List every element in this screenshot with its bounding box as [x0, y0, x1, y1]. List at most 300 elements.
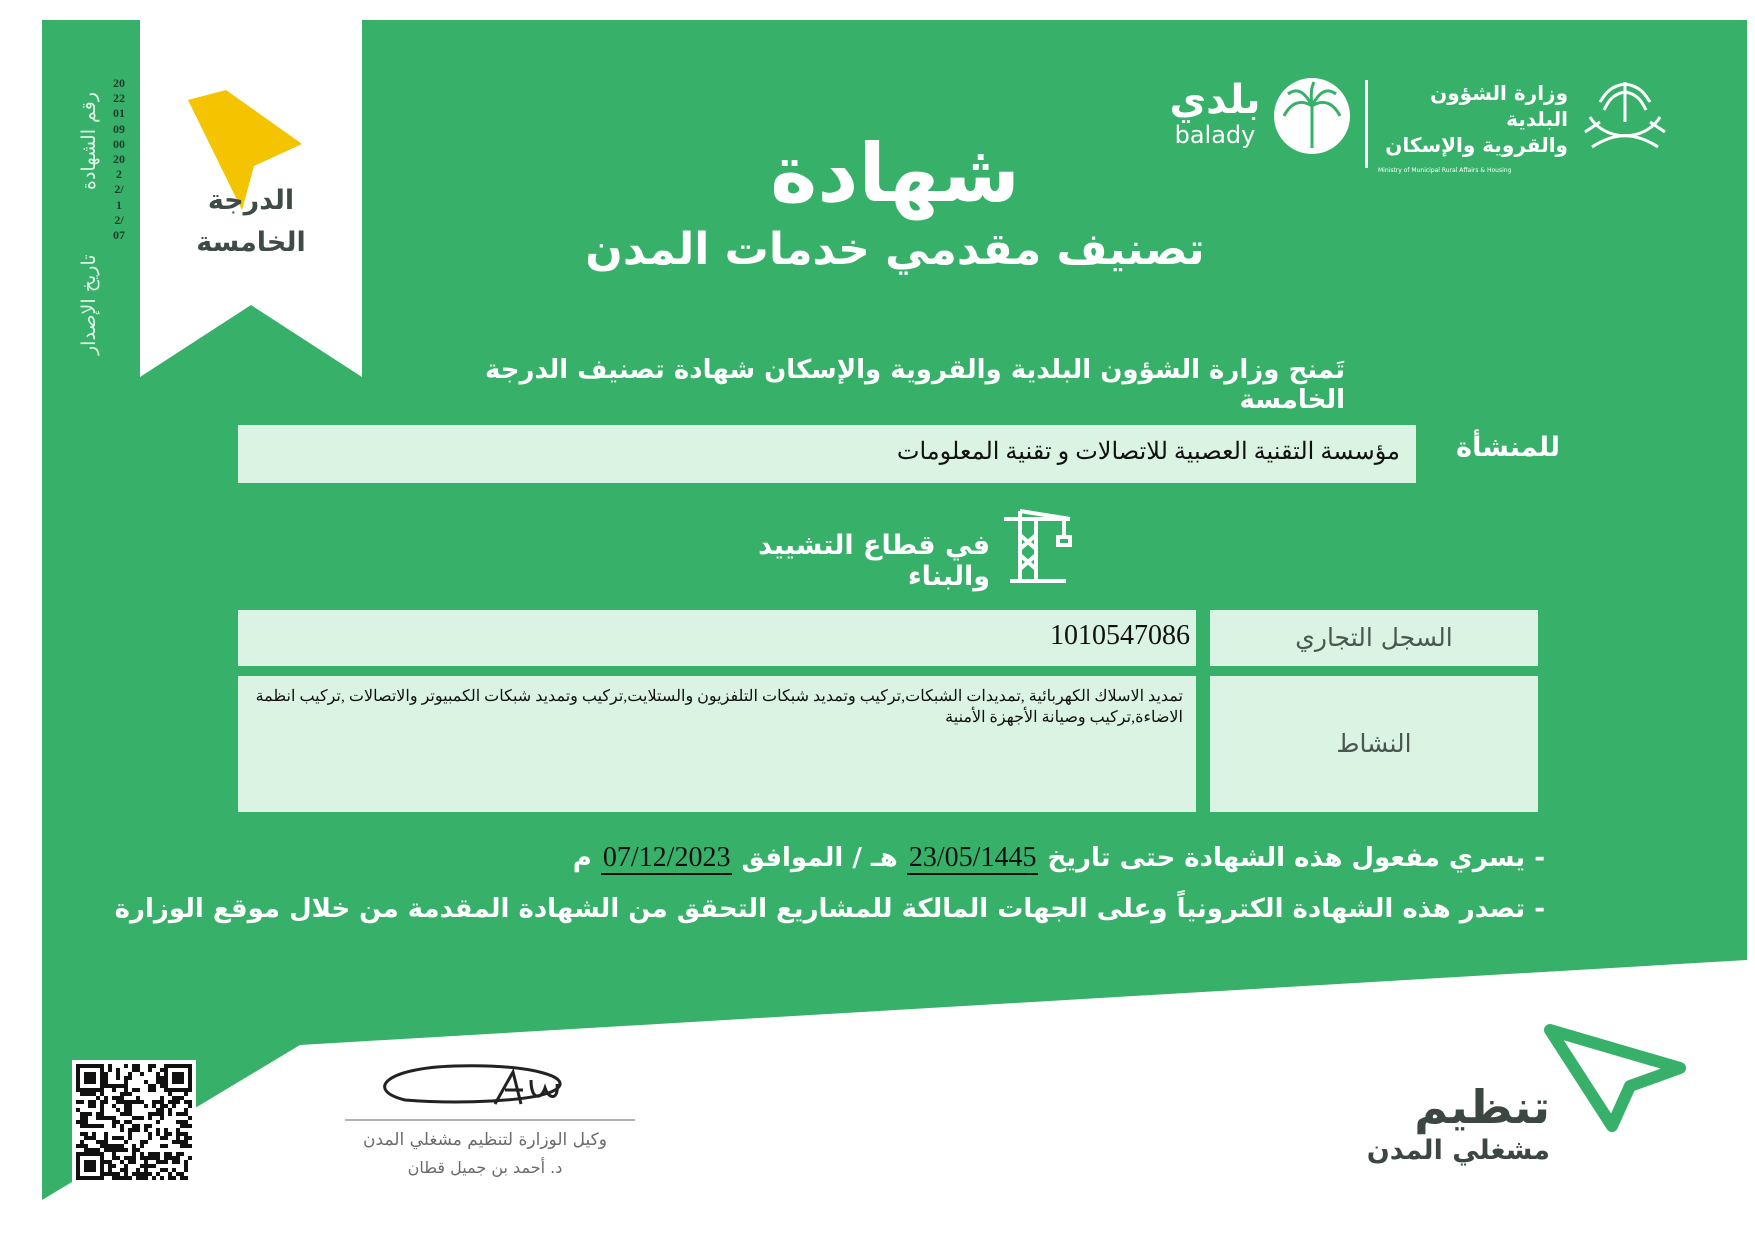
qr-module: [88, 1160, 92, 1164]
qr-module: [156, 1076, 160, 1080]
qr-module: [92, 1092, 96, 1096]
qr-module: [148, 1156, 152, 1160]
qr-module: [120, 1096, 124, 1100]
qr-module: [180, 1096, 184, 1100]
qr-module: [112, 1164, 116, 1168]
qr-module: [172, 1176, 176, 1180]
qr-module: [88, 1136, 92, 1140]
qr-module: [140, 1116, 144, 1120]
qr-module: [112, 1088, 116, 1092]
qr-module: [124, 1064, 128, 1068]
qr-module: [172, 1168, 176, 1172]
qr-module: [96, 1152, 100, 1156]
signature-title: وكيل الوزارة لتنظيم مشغلي المدن: [363, 1130, 607, 1150]
qr-module: [80, 1116, 84, 1120]
qr-module: [180, 1132, 184, 1136]
qr-module: [124, 1088, 128, 1092]
qr-module: [84, 1076, 88, 1080]
qr-module: [156, 1132, 160, 1136]
qr-module: [92, 1104, 96, 1108]
qr-module: [104, 1172, 108, 1176]
qr-module: [92, 1176, 96, 1180]
qr-module: [176, 1136, 180, 1140]
qr-module: [124, 1104, 128, 1108]
qr-module: [104, 1076, 108, 1080]
qr-module: [88, 1152, 92, 1156]
qr-module: [176, 1172, 180, 1176]
qr-module: [160, 1116, 164, 1120]
qr-module: [160, 1080, 164, 1084]
qr-module: [112, 1152, 116, 1156]
emblem-icon: [1570, 72, 1680, 162]
qr-module: [144, 1140, 148, 1144]
qr-module: [160, 1176, 164, 1180]
qr-module: [88, 1092, 92, 1096]
qr-module: [128, 1112, 132, 1116]
qr-module: [144, 1128, 148, 1132]
qr-module: [152, 1152, 156, 1156]
qr-module: [88, 1124, 92, 1128]
qr-module: [104, 1116, 108, 1120]
ministry-line1: وزارة الشؤون البلدية: [1430, 81, 1568, 131]
qr-module: [144, 1164, 148, 1168]
qr-module: [136, 1176, 140, 1180]
qr-module: [128, 1136, 132, 1140]
gregorian-suffix: م: [572, 843, 592, 873]
qr-module: [172, 1076, 176, 1080]
qr-module: [84, 1124, 88, 1128]
qr-module: [84, 1120, 88, 1124]
qr-module: [76, 1168, 80, 1172]
qr-module: [152, 1088, 156, 1092]
qr-module: [132, 1172, 136, 1176]
qr-module: [92, 1088, 96, 1092]
qr-module: [100, 1124, 104, 1128]
qr-module: [96, 1124, 100, 1128]
qr-module: [76, 1156, 80, 1160]
qr-module: [176, 1152, 180, 1156]
qr-module: [184, 1160, 188, 1164]
qr-module: [156, 1120, 160, 1124]
qr-module: [184, 1136, 188, 1140]
qr-module: [184, 1164, 188, 1168]
qr-module: [132, 1124, 136, 1128]
establishment-label: للمنشأة: [1456, 432, 1560, 463]
qr-module: [108, 1148, 112, 1152]
qr-module: [144, 1168, 148, 1172]
qr-module: [160, 1068, 164, 1072]
qr-module: [108, 1144, 112, 1148]
qr-module: [172, 1064, 176, 1068]
qr-module: [88, 1100, 92, 1104]
qr-module: [180, 1140, 184, 1144]
qr-module: [156, 1160, 160, 1164]
qr-module: [112, 1104, 116, 1108]
qr-module: [176, 1120, 180, 1124]
qr-module: [100, 1064, 104, 1068]
qr-module: [104, 1136, 108, 1140]
qr-module: [124, 1092, 128, 1096]
qr-module: [124, 1076, 128, 1080]
qr-module: [92, 1160, 96, 1164]
qr-module: [120, 1084, 124, 1088]
qr-module: [176, 1112, 180, 1116]
qr-module: [124, 1100, 128, 1104]
qr-module: [152, 1164, 156, 1168]
qr-module: [188, 1156, 192, 1160]
qr-module: [76, 1084, 80, 1088]
qr-module: [144, 1080, 148, 1084]
qr-module: [184, 1140, 188, 1144]
qr-module: [92, 1100, 96, 1104]
qr-module: [172, 1104, 176, 1108]
qr-module: [128, 1132, 132, 1136]
qr-module: [116, 1136, 120, 1140]
qr-module: [128, 1108, 132, 1112]
qr-module: [188, 1072, 192, 1076]
qr-module: [188, 1076, 192, 1080]
qr-module: [112, 1172, 116, 1176]
grade-line1: الدرجة: [207, 185, 295, 216]
qr-module: [104, 1140, 108, 1144]
qr-module: [168, 1152, 172, 1156]
qr-module: [120, 1176, 124, 1180]
grade-line2: الخامسة: [196, 227, 306, 258]
activity-value: تمديد الاسلاك الكهربائية ,تمديدات الشبكات,تركيب وتمديد شبكات التلفزيون والستلايت,تركيب وتمديد شبكات الكمبيوتر والاتصالات ,تركيب انظمة الاضاءة,تركيب وصيانة الأجهزة الأمنية: [255, 688, 1183, 726]
qr-module: [164, 1068, 168, 1072]
qr-module: [132, 1148, 136, 1152]
qr-module: [128, 1092, 132, 1096]
qr-module: [104, 1072, 108, 1076]
qr-module: [80, 1112, 84, 1116]
qr-module: [112, 1148, 116, 1152]
qr-module: [132, 1068, 136, 1072]
qr-module: [112, 1144, 116, 1148]
qr-module: [76, 1068, 80, 1072]
tanzeem-logo-text: [1340, 1080, 1550, 1168]
qr-module: [76, 1080, 80, 1084]
qr-module: [92, 1132, 96, 1136]
qr-module: [148, 1132, 152, 1136]
qr-module: [116, 1096, 120, 1100]
qr-module: [140, 1164, 144, 1168]
qr-module: [104, 1160, 108, 1164]
activity-label: النشاط: [1210, 676, 1538, 812]
qr-module: [180, 1072, 184, 1076]
qr-module: [176, 1132, 180, 1136]
qr-module: [80, 1132, 84, 1136]
qr-module: [108, 1068, 112, 1072]
qr-module: [84, 1080, 88, 1084]
qr-module: [88, 1148, 92, 1152]
qr-module: [84, 1168, 88, 1172]
qr-module: [148, 1124, 152, 1128]
qr-module: [116, 1156, 120, 1160]
qr-module: [120, 1100, 124, 1104]
qr-module: [80, 1176, 84, 1180]
qr-module: [176, 1128, 180, 1132]
qr-code: [72, 1060, 196, 1184]
grant-text: تَمنح وزارة الشؤون البلدية والقروية والإسكان شهادة تصنيف الدرجة الخامسة: [485, 355, 1345, 415]
qr-module: [124, 1120, 128, 1124]
qr-module: [76, 1108, 80, 1112]
qr-module: [128, 1156, 132, 1160]
qr-module: [108, 1168, 112, 1172]
qr-module: [168, 1088, 172, 1092]
qr-module: [76, 1144, 80, 1148]
hijri-suffix: هـ /: [852, 843, 898, 873]
qr-module: [188, 1100, 192, 1104]
qr-module: [124, 1112, 128, 1116]
qr-module: [180, 1144, 184, 1148]
qr-module: [164, 1132, 168, 1136]
qr-module: [172, 1080, 176, 1084]
qr-module: [128, 1104, 132, 1108]
qr-module: [140, 1176, 144, 1180]
qr-module: [136, 1168, 140, 1172]
qr-module: [148, 1172, 152, 1176]
qr-module: [148, 1068, 152, 1072]
qr-module: [120, 1168, 124, 1172]
qr-module: [88, 1164, 92, 1168]
qr-module: [168, 1100, 172, 1104]
qr-module: [84, 1064, 88, 1068]
qr-module: [92, 1076, 96, 1080]
balady-logo-text: [1160, 78, 1270, 148]
qr-module: [104, 1144, 108, 1148]
qr-module: [180, 1124, 184, 1128]
qr-module: [148, 1152, 152, 1156]
qr-module: [116, 1100, 120, 1104]
qr-module: [156, 1108, 160, 1112]
qr-module: [124, 1164, 128, 1168]
qr-module: [80, 1152, 84, 1156]
qr-module: [148, 1084, 152, 1088]
qr-module: [156, 1156, 160, 1160]
qr-module: [124, 1080, 128, 1084]
qr-module: [148, 1164, 152, 1168]
qr-module: [184, 1120, 188, 1124]
qr-module: [88, 1112, 92, 1116]
qr-module: [140, 1100, 144, 1104]
qr-module: [100, 1160, 104, 1164]
qr-module: [156, 1100, 160, 1104]
qr-module: [96, 1096, 100, 1100]
qr-module: [160, 1112, 164, 1116]
qr-module: [168, 1172, 172, 1176]
qr-module: [76, 1100, 80, 1104]
qr-module: [184, 1124, 188, 1128]
qr-module: [144, 1172, 148, 1176]
qr-module: [80, 1120, 84, 1124]
qr-module: [116, 1148, 120, 1152]
qr-module: [120, 1148, 124, 1152]
qr-module: [100, 1092, 104, 1096]
notice-line: - تصدر هذه الشهادة الكترونياً وعلى الجهات المالكة للمشاريع التحقق من الشهادة المقدمة من خلال موقع الوزارة: [114, 894, 1545, 924]
gregorian-date: 07/12/2023: [602, 842, 731, 873]
validity-line: [560, 842, 1545, 874]
ministry-line2: والقروية والإسكان: [1385, 133, 1568, 157]
qr-module: [96, 1064, 100, 1068]
qr-module: [76, 1072, 80, 1076]
palm-icon: [1272, 76, 1352, 156]
qr-module: [128, 1076, 132, 1080]
qr-module: [132, 1128, 136, 1132]
qr-module: [100, 1068, 104, 1072]
commercial-register-label: السجل التجاري: [1210, 610, 1538, 666]
signature-name: د. أحمد بن جميل قطان: [407, 1158, 563, 1177]
qr-module: [184, 1168, 188, 1172]
qr-module: [96, 1112, 100, 1116]
qr-module: [84, 1148, 88, 1152]
qr-module: [160, 1084, 164, 1088]
qr-module: [116, 1172, 120, 1176]
qr-module: [136, 1096, 140, 1100]
crane-icon: [1000, 505, 1080, 585]
certificate-title: شهادة: [770, 127, 1020, 220]
qr-module: [188, 1088, 192, 1092]
qr-module: [176, 1076, 180, 1080]
qr-module: [136, 1124, 140, 1128]
qr-module: [152, 1100, 156, 1104]
qr-module: [96, 1140, 100, 1144]
qr-module: [84, 1116, 88, 1120]
qr-module: [184, 1108, 188, 1112]
qr-module: [84, 1176, 88, 1180]
qr-module: [104, 1100, 108, 1104]
qr-module: [88, 1176, 92, 1180]
qr-module: [188, 1104, 192, 1108]
qr-module: [164, 1168, 168, 1172]
qr-module: [96, 1148, 100, 1152]
ministry-logo-text: [1378, 80, 1568, 184]
ministry-english: Ministry of Municipal Rural Affairs & Housing: [1378, 167, 1512, 174]
qr-module: [144, 1156, 148, 1160]
qr-module: [160, 1104, 164, 1108]
signature-mark: [345, 1060, 635, 1126]
qr-module: [164, 1064, 168, 1068]
qr-module: [132, 1088, 136, 1092]
qr-module: [156, 1072, 160, 1076]
qr-module: [184, 1176, 188, 1180]
qr-module: [160, 1144, 164, 1148]
qr-module: [100, 1176, 104, 1180]
qr-module: [92, 1064, 96, 1068]
qr-module: [164, 1156, 168, 1160]
qr-module: [88, 1088, 92, 1092]
qr-module: [152, 1104, 156, 1108]
qr-module: [124, 1108, 128, 1112]
qr-module: [132, 1144, 136, 1148]
qr-module: [136, 1088, 140, 1092]
qr-module: [100, 1100, 104, 1104]
qr-module: [100, 1108, 104, 1112]
establishment-value: مؤسسة التقنية العصبية للاتصالات و تقنية المعلومات: [896, 439, 1400, 465]
qr-module: [180, 1076, 184, 1080]
qr-module: [100, 1076, 104, 1080]
qr-module: [108, 1172, 112, 1176]
qr-module: [100, 1104, 104, 1108]
qr-module: [144, 1160, 148, 1164]
qr-module: [184, 1092, 188, 1096]
qr-module: [104, 1080, 108, 1084]
qr-module: [76, 1120, 80, 1124]
qr-module: [80, 1064, 84, 1068]
qr-module: [136, 1064, 140, 1068]
qr-module: [180, 1112, 184, 1116]
qr-module: [132, 1100, 136, 1104]
qr-module: [116, 1076, 120, 1080]
qr-module: [112, 1096, 116, 1100]
qr-module: [128, 1128, 132, 1132]
qr-module: [180, 1152, 184, 1156]
qr-module: [112, 1136, 116, 1140]
qr-module: [176, 1160, 180, 1164]
qr-module: [184, 1132, 188, 1136]
qr-module: [120, 1160, 124, 1164]
sector-text: في قطاع التشييد والبناء: [758, 530, 990, 592]
qr-module: [116, 1072, 120, 1076]
qr-module: [92, 1072, 96, 1076]
qr-module: [164, 1076, 168, 1080]
qr-module: [132, 1160, 136, 1164]
qr-module: [160, 1100, 164, 1104]
qr-module: [176, 1088, 180, 1092]
qr-module: [148, 1088, 152, 1092]
qr-module: [164, 1160, 168, 1164]
qr-module: [176, 1080, 180, 1084]
qr-module: [136, 1172, 140, 1176]
qr-module: [180, 1080, 184, 1084]
qr-module: [116, 1120, 120, 1124]
qr-module: [104, 1148, 108, 1152]
qr-module: [76, 1164, 80, 1168]
qr-module: [164, 1084, 168, 1088]
qr-module: [168, 1108, 172, 1112]
qr-module: [128, 1160, 132, 1164]
qr-module: [84, 1152, 88, 1156]
qr-module: [112, 1124, 116, 1128]
qr-module: [136, 1100, 140, 1104]
qr-module: [156, 1080, 160, 1084]
qr-module: [88, 1168, 92, 1172]
qr-module: [176, 1140, 180, 1144]
qr-module: [100, 1116, 104, 1120]
qr-module: [124, 1084, 128, 1088]
grade-label: [140, 180, 362, 264]
qr-module: [88, 1072, 92, 1076]
qr-module: [148, 1116, 152, 1120]
qr-module: [108, 1116, 112, 1120]
qr-module: [88, 1080, 92, 1084]
qr-module: [120, 1092, 124, 1096]
qr-module: [144, 1104, 148, 1108]
qr-module: [84, 1136, 88, 1140]
qr-module: [104, 1132, 108, 1136]
qr-module: [144, 1176, 148, 1180]
qr-module: [188, 1124, 192, 1128]
certificate-number-and-date: 2022010900 2022/12/07: [113, 76, 125, 243]
qr-module: [136, 1148, 140, 1152]
qr-module: [184, 1144, 188, 1148]
qr-module: [184, 1064, 188, 1068]
qr-module: [92, 1164, 96, 1168]
qr-module: [96, 1116, 100, 1120]
issue-date-label: تاريخ الإصدار: [78, 254, 100, 355]
qr-module: [152, 1084, 156, 1088]
qr-module: [120, 1124, 124, 1128]
qr-module: [100, 1156, 104, 1160]
